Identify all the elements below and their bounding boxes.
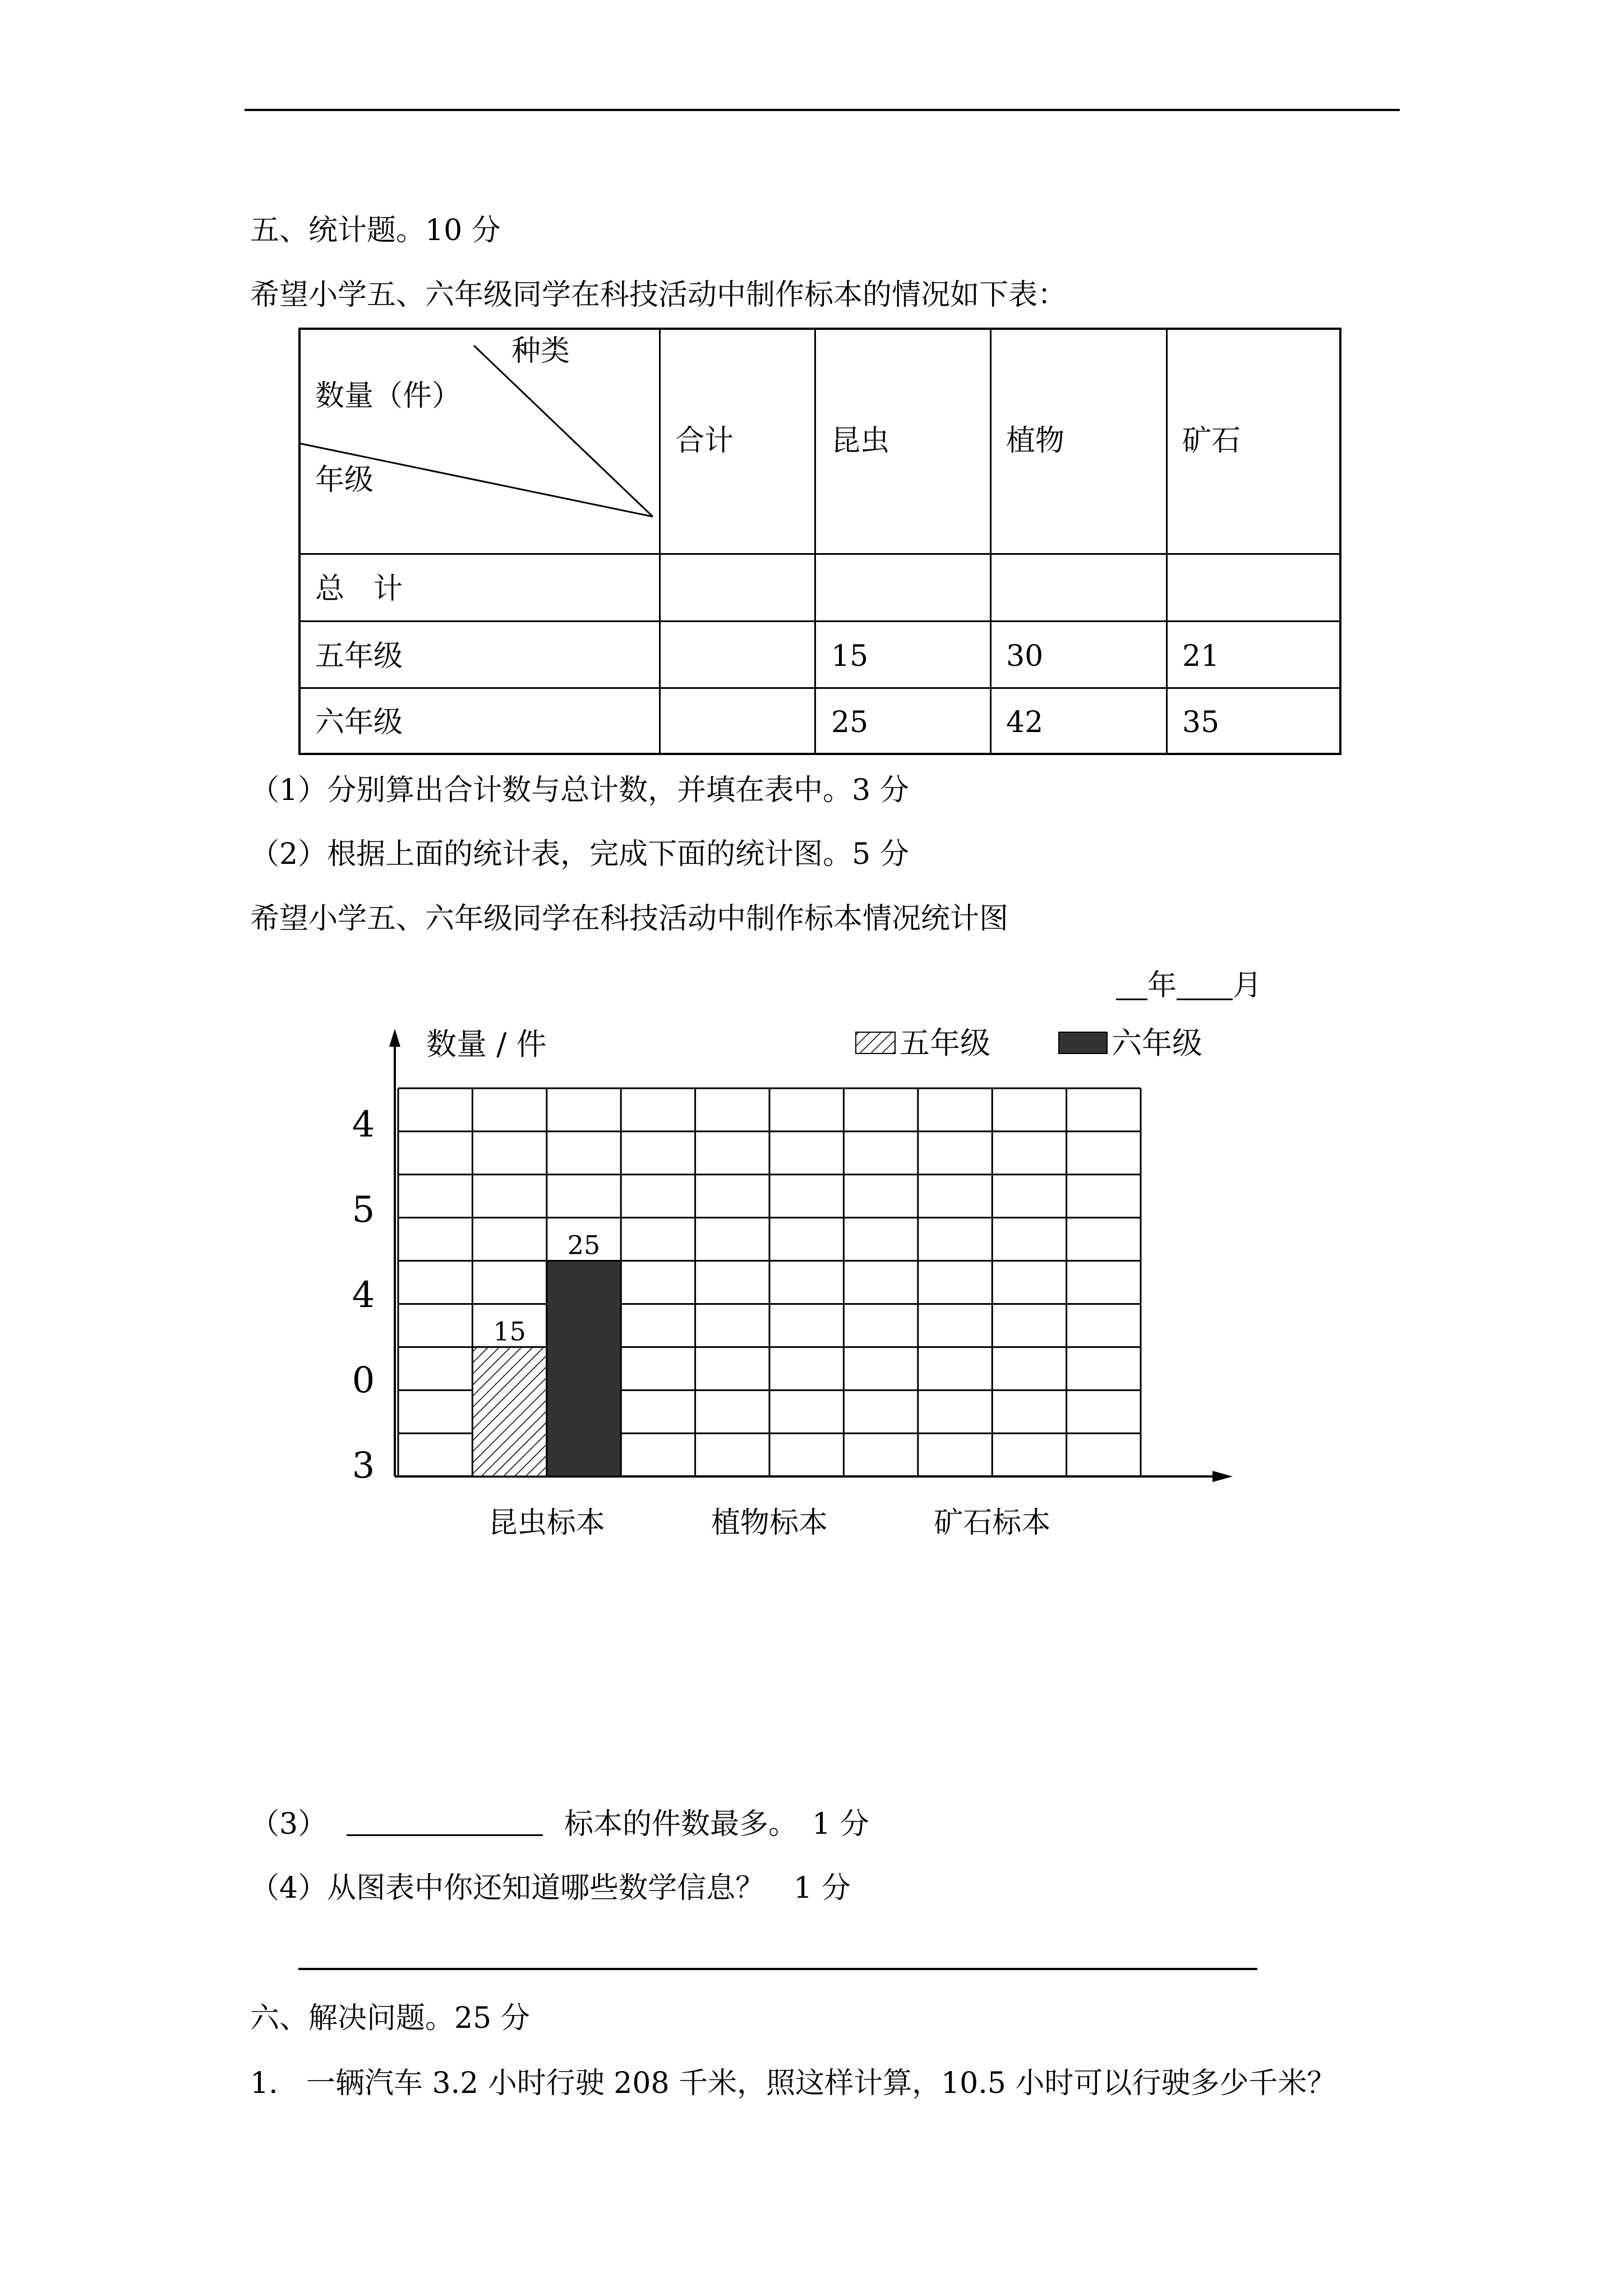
legend-label-grade6: 六年级 <box>1112 1025 1202 1061</box>
header-plants: 植物 <box>1006 424 1065 458</box>
x-category-label: 昆虫标本 <box>488 1506 605 1540</box>
y-tick-label: 3 <box>352 1445 375 1487</box>
table-cell: 35 <box>1182 706 1220 739</box>
stats-table <box>0 0 1623 785</box>
question-3-blank[interactable] <box>347 1834 543 1836</box>
y-tick-label: 5 <box>352 1189 375 1231</box>
table-cell: 30 <box>1006 639 1044 673</box>
corner-label-category: 种类 <box>511 334 570 368</box>
section-6-heading: 六、解决问题。25 分 <box>250 2001 530 2035</box>
legend-label-grade5: 五年级 <box>900 1025 990 1061</box>
x-category-label: 矿石标本 <box>934 1506 1051 1540</box>
problem-1-text: 一辆汽车 3.2 小时行驶 208 千米，照这样计算，10.5 小时可以行驶多少千米？ <box>306 2067 1336 2100</box>
x-axis-arrow <box>1212 1471 1233 1482</box>
legend-swatch-grade5 <box>856 1032 895 1053</box>
chart-date: 年 月 <box>1116 967 1262 1000</box>
section-5-heading: 五、统计题。10 分 <box>250 214 501 247</box>
corner-label-quantity: 数量（件） <box>315 379 462 413</box>
table-cell: 42 <box>1006 706 1044 739</box>
section-5-intro: 希望小学五、六年级同学在科技活动中制作标本的情况如下表： <box>250 278 1067 312</box>
header-minerals: 矿石 <box>1182 424 1241 458</box>
bar-data-label: 25 <box>567 1230 601 1260</box>
table-cell: 25 <box>831 706 869 739</box>
bar <box>547 1261 621 1476</box>
x-category-label: 植物标本 <box>711 1506 828 1540</box>
y-tick-label: 4 <box>352 1104 375 1145</box>
question-2: （2）根据上面的统计表，完成下面的统计图。5 分 <box>250 838 909 871</box>
y-tick-label: 0 <box>352 1360 375 1401</box>
y-tick-label: 4 <box>352 1274 375 1316</box>
table-cell: 15 <box>831 639 869 673</box>
corner-diagonals <box>298 328 661 554</box>
y-axis-arrow <box>389 1029 400 1047</box>
section-divider <box>298 1968 1257 1970</box>
table-cell: 21 <box>1182 639 1220 673</box>
chart-title: 希望小学五、六年级同学在科技活动中制作标本情况统计图 <box>250 902 1009 936</box>
bar-chart <box>336 1010 1256 1543</box>
corner-label-grade: 年级 <box>315 463 374 497</box>
row-label-grand-total: 总 计 <box>315 572 403 606</box>
bar <box>472 1347 546 1476</box>
header-insects: 昆虫 <box>831 424 890 458</box>
y-axis-label: 数量 / 件 <box>426 1027 547 1062</box>
question-1: （1）分别算出合计数与总计数，并填在表中。3 分 <box>250 774 909 807</box>
bar-data-label: 15 <box>493 1316 526 1347</box>
problem-1-number: 1. <box>250 2067 278 2100</box>
row-label-grade5: 五年级 <box>315 639 403 673</box>
question-3-suffix: 标本的件数最多。 1 分 <box>564 1807 869 1841</box>
header-total: 合计 <box>675 424 734 458</box>
row-label-grade6: 六年级 <box>315 706 403 739</box>
legend-swatch-grade6 <box>1059 1032 1107 1053</box>
question-4: （4）从图表中你还知道哪些数学信息？ 1 分 <box>250 1871 851 1905</box>
question-3-prefix: （3） <box>250 1807 328 1841</box>
